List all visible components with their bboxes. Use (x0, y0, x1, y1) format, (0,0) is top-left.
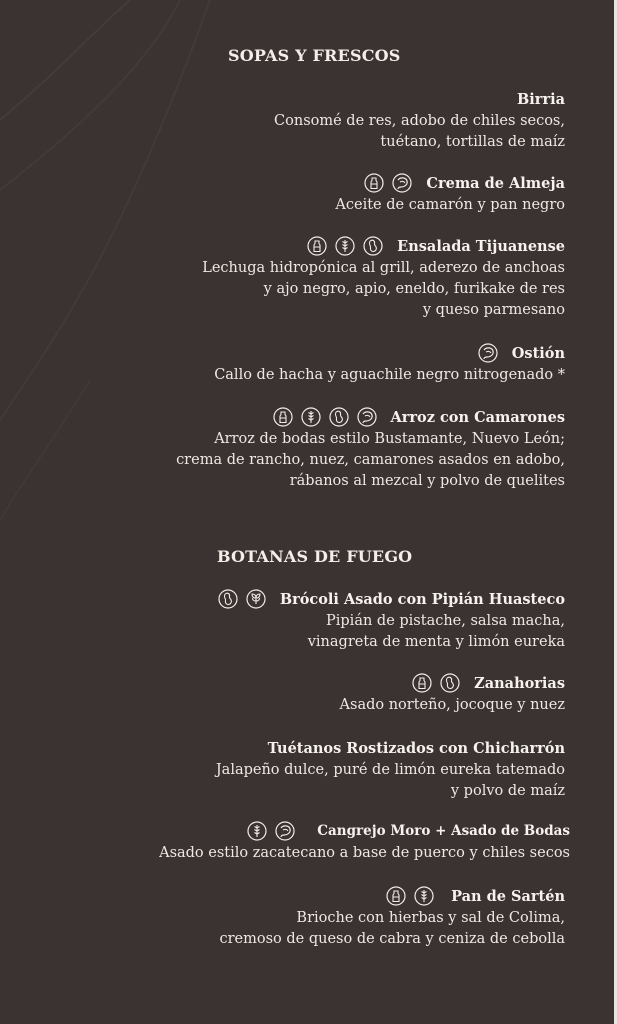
item-desc-line: Consomé de res, adobo de chiles secos, (274, 113, 565, 129)
item-desc-line: y queso parmesano (422, 302, 565, 318)
item-desc-line: rábanos al mezcal y polvo de quelites (289, 473, 565, 489)
wheat-icon (414, 886, 434, 906)
item-desc-line: y polvo de maíz (450, 783, 565, 799)
menu-item-arroz-con-camarones (176, 405, 565, 492)
leaf-icon (246, 589, 266, 609)
shellfish-icon (357, 407, 377, 427)
menu-item-ensalada-tijuanense (202, 234, 565, 321)
item-desc-line: tuétano, tortillas de maíz (380, 134, 565, 150)
shellfish-icon (275, 821, 295, 841)
item-name: Birria (517, 90, 565, 108)
item-desc-line: cremoso de queso de cabra y ceniza de cebolla (219, 931, 565, 947)
item-desc-line: crema de rancho, nuez, camarones asados en adobo, (176, 452, 565, 468)
bottle-icon (412, 673, 432, 693)
item-name: Pan de Sartén (451, 887, 565, 905)
item-name: Cangrejo Moro + Asado de Bodas (317, 823, 570, 839)
menu-item-birria (274, 87, 565, 153)
wheat-icon (301, 407, 321, 427)
menu-item-pan-de-sarten (219, 884, 565, 950)
peanut-icon (363, 236, 383, 256)
item-name: Ensalada Tijuanense (397, 237, 565, 255)
item-name: Tuétanos Rostizados con Chicharrón (267, 739, 565, 757)
menu-item-cangrejo-moro (159, 819, 570, 864)
menu-item-brocoli-asado (218, 587, 565, 653)
section-title-sopas: SOPAS Y FRESCOS (228, 46, 401, 65)
item-desc-line: Asado norteño, jocoque y nuez (339, 697, 565, 713)
menu-item-ostion (214, 341, 565, 386)
item-desc-line: Arroz de bodas estilo Bustamante, Nuevo León; (214, 431, 565, 447)
bottle-icon (386, 886, 406, 906)
peanut-icon (329, 407, 349, 427)
item-desc-line: Pipián de pistache, salsa macha, (326, 613, 565, 629)
shellfish-icon (478, 343, 498, 363)
item-name: Arroz con Camarones (390, 408, 565, 426)
bottle-icon (364, 173, 384, 193)
shellfish-icon (392, 173, 412, 193)
item-desc-line: vinagreta de menta y limón eureka (307, 634, 565, 650)
item-name: Ostión (511, 344, 565, 362)
wheat-icon (335, 236, 355, 256)
item-desc-line: Asado estilo zacatecano a base de puerco y chiles secos (159, 845, 570, 861)
item-desc-line: Aceite de camarón y pan negro (335, 197, 565, 213)
menu-item-zanahorias (340, 671, 565, 716)
menu-item-tuetanos-rostizados (216, 736, 565, 802)
section-title-botanas: BOTANAS DE FUEGO (217, 547, 413, 566)
item-desc-line: Lechuga hidropónica al grill, aderezo de anchoas (202, 260, 565, 276)
bottle-icon (307, 236, 327, 256)
item-desc-line: Callo de hacha y aguachile negro nitrogenado * (214, 367, 565, 383)
item-desc-line: y ajo negro, apio, eneldo, furikake de res (263, 281, 565, 297)
wheat-icon (247, 821, 267, 841)
peanut-icon (218, 589, 238, 609)
item-name: Crema de Almeja (426, 174, 565, 192)
item-name: Brócoli Asado con Pipián Huasteco (279, 590, 565, 608)
peanut-icon (440, 673, 460, 693)
menu-item-crema-de-almeja (335, 171, 565, 216)
item-desc-line: Jalapeño dulce, puré de limón eureka tatemado (215, 762, 565, 778)
item-name: Zanahorias (474, 674, 565, 692)
bottle-icon (273, 407, 293, 427)
item-desc-line: Brioche con hierbas y sal de Colima, (296, 910, 565, 926)
